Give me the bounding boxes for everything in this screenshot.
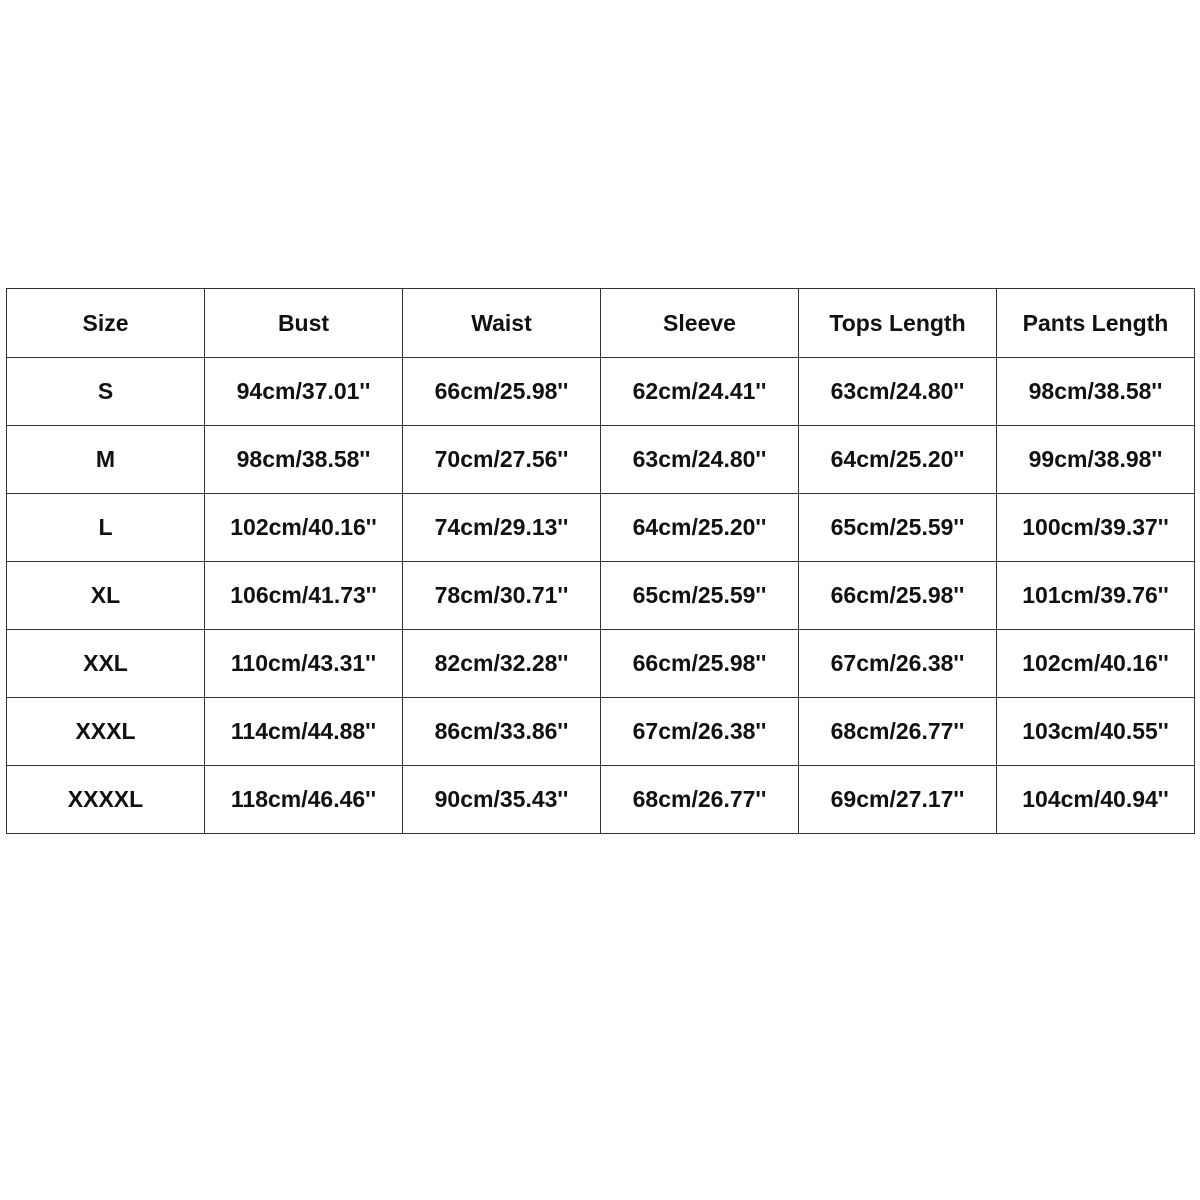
waist-cell: 86cm/33.86'' bbox=[403, 698, 601, 766]
header-cell-bust: Bust bbox=[205, 289, 403, 358]
sleeve-cell: 66cm/25.98'' bbox=[601, 630, 799, 698]
pants-length-cell: 102cm/40.16'' bbox=[997, 630, 1195, 698]
pants-length-cell: 100cm/39.37'' bbox=[997, 494, 1195, 562]
header-cell-waist: Waist bbox=[403, 289, 601, 358]
table-row bbox=[7, 426, 1195, 494]
header-cell-sleeve: Sleeve bbox=[601, 289, 799, 358]
table-row bbox=[7, 562, 1195, 630]
bust-cell: 110cm/43.31'' bbox=[205, 630, 403, 698]
sleeve-cell: 64cm/25.20'' bbox=[601, 494, 799, 562]
waist-cell: 78cm/30.71'' bbox=[403, 562, 601, 630]
header-cell-size: Size bbox=[7, 289, 205, 358]
bust-cell: 114cm/44.88'' bbox=[205, 698, 403, 766]
waist-cell: 74cm/29.13'' bbox=[403, 494, 601, 562]
size-cell: XXXL bbox=[7, 698, 205, 766]
tops-length-cell: 63cm/24.80'' bbox=[799, 358, 997, 426]
size-cell: S bbox=[7, 358, 205, 426]
pants-length-cell: 98cm/38.58'' bbox=[997, 358, 1195, 426]
pants-length-cell: 104cm/40.94'' bbox=[997, 766, 1195, 834]
size-cell: L bbox=[7, 494, 205, 562]
table-row bbox=[7, 630, 1195, 698]
header-cell-tops-length: Tops Length bbox=[799, 289, 997, 358]
waist-cell: 70cm/27.56'' bbox=[403, 426, 601, 494]
pants-length-cell: 101cm/39.76'' bbox=[997, 562, 1195, 630]
tops-length-cell: 66cm/25.98'' bbox=[799, 562, 997, 630]
table-row bbox=[7, 698, 1195, 766]
tops-length-cell: 67cm/26.38'' bbox=[799, 630, 997, 698]
size-cell: M bbox=[7, 426, 205, 494]
sleeve-cell: 62cm/24.41'' bbox=[601, 358, 799, 426]
tops-length-cell: 69cm/27.17'' bbox=[799, 766, 997, 834]
pants-length-cell: 99cm/38.98'' bbox=[997, 426, 1195, 494]
bust-cell: 98cm/38.58'' bbox=[205, 426, 403, 494]
tops-length-cell: 68cm/26.77'' bbox=[799, 698, 997, 766]
waist-cell: 66cm/25.98'' bbox=[403, 358, 601, 426]
size-chart-table bbox=[6, 288, 1195, 834]
bust-cell: 102cm/40.16'' bbox=[205, 494, 403, 562]
bust-cell: 94cm/37.01'' bbox=[205, 358, 403, 426]
table-row bbox=[7, 494, 1195, 562]
size-cell: XXL bbox=[7, 630, 205, 698]
size-cell: XXXXL bbox=[7, 766, 205, 834]
header-cell-pants-length: Pants Length bbox=[997, 289, 1195, 358]
bust-cell: 106cm/41.73'' bbox=[205, 562, 403, 630]
size-cell: XL bbox=[7, 562, 205, 630]
sleeve-cell: 68cm/26.77'' bbox=[601, 766, 799, 834]
tops-length-cell: 64cm/25.20'' bbox=[799, 426, 997, 494]
table-row bbox=[7, 766, 1195, 834]
pants-length-cell: 103cm/40.55'' bbox=[997, 698, 1195, 766]
sleeve-cell: 63cm/24.80'' bbox=[601, 426, 799, 494]
waist-cell: 90cm/35.43'' bbox=[403, 766, 601, 834]
table-row bbox=[7, 358, 1195, 426]
tops-length-cell: 65cm/25.59'' bbox=[799, 494, 997, 562]
table-header-row bbox=[7, 289, 1195, 358]
waist-cell: 82cm/32.28'' bbox=[403, 630, 601, 698]
sleeve-cell: 65cm/25.59'' bbox=[601, 562, 799, 630]
sleeve-cell: 67cm/26.38'' bbox=[601, 698, 799, 766]
bust-cell: 118cm/46.46'' bbox=[205, 766, 403, 834]
